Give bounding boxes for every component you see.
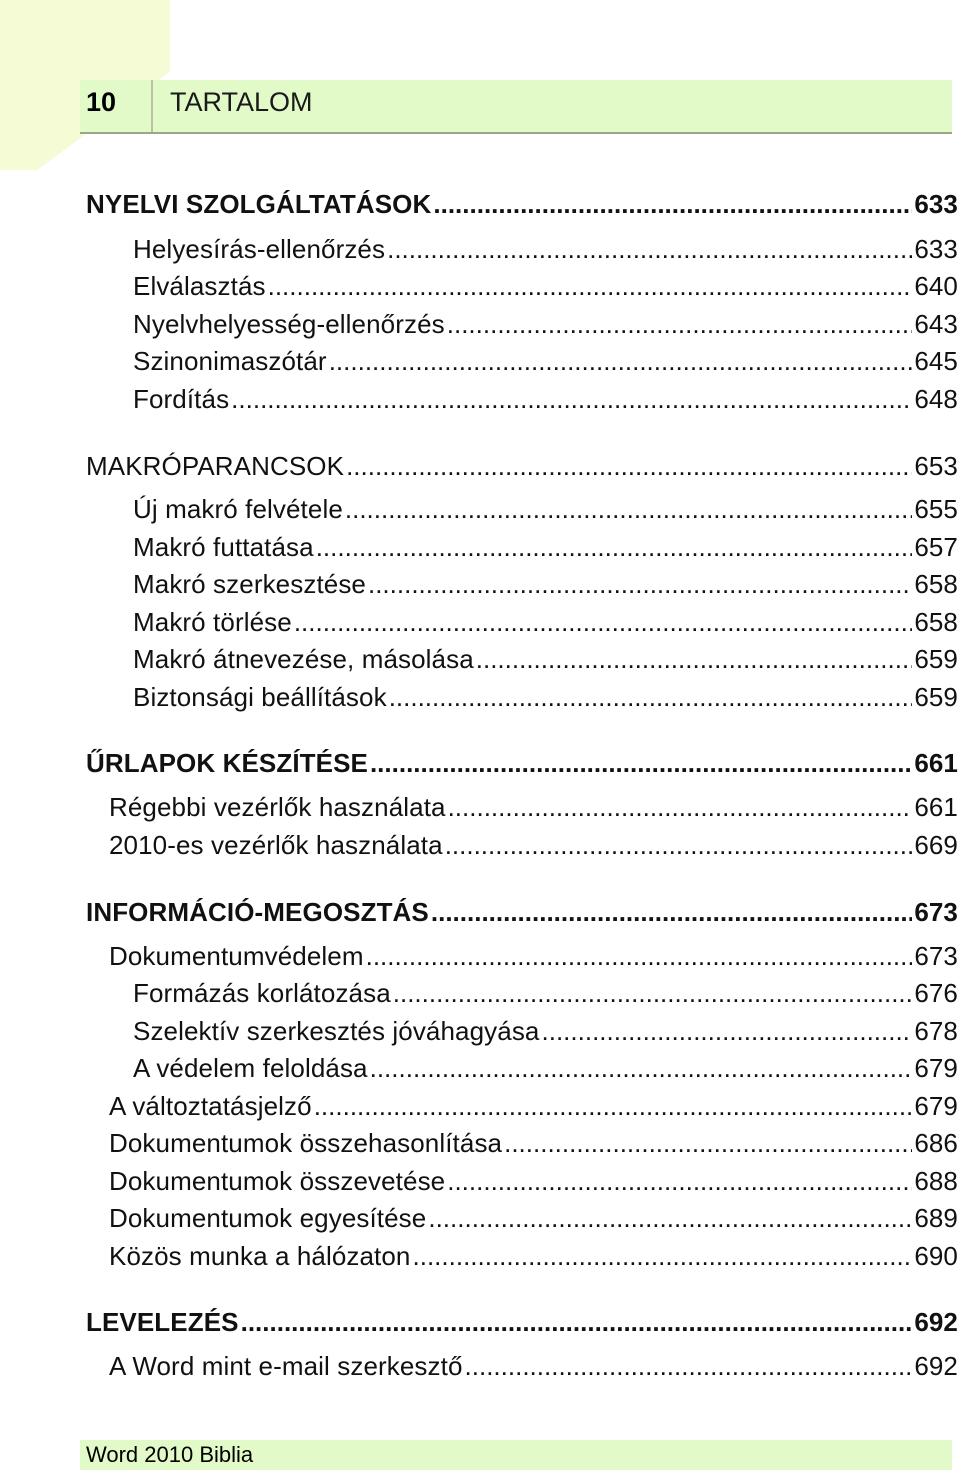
page-number: 10 [86,87,117,117]
dot-leader [389,681,913,713]
toc-entry[interactable] [109,829,958,861]
toc-entry-title: A változtatásjelző [109,1091,312,1121]
toc-entry-page: 692 [914,1307,958,1337]
toc-entry-page: 679 [914,1091,958,1121]
toc-entry-title: Új makró felvétele [133,494,343,524]
toc-entry-title: Biztonsági beállítások [133,682,387,712]
toc-entry[interactable] [109,1350,958,1382]
toc-entry-page: 643 [914,309,958,339]
toc-entry[interactable] [133,681,958,713]
toc-entry[interactable] [133,977,958,1009]
dot-leader [428,1202,912,1234]
toc-entry-page: 661 [914,748,958,778]
dot-leader [370,747,912,779]
toc-entry-page: 658 [914,569,958,599]
dot-leader [504,1127,912,1159]
toc-entry-page: 692 [914,1351,958,1381]
dot-leader [387,233,912,265]
toc-entry-page: 648 [914,384,958,414]
toc-entry[interactable] [133,345,958,377]
toc-entry[interactable] [133,493,958,525]
toc-entry-page: 669 [914,830,958,860]
header-divider [151,80,153,132]
toc-section[interactable] [86,747,958,779]
toc-entry-page: 640 [914,271,958,301]
toc-entry-title: MAKRÓPARANCSOK [86,451,345,481]
toc-entry[interactable] [133,643,958,675]
dot-leader [433,188,912,220]
dot-leader [447,308,913,340]
dot-leader [314,1090,913,1122]
toc-entry-title: Makró futtatása [133,532,314,562]
dot-leader [370,1052,913,1084]
dot-leader [346,450,912,482]
toc-entry-page: 645 [914,346,958,376]
toc-entry-title: Makró szerkesztése [133,569,366,599]
toc-entry[interactable] [133,383,958,415]
toc-entry-page: 653 [914,451,958,481]
toc-entry[interactable] [109,1202,958,1234]
toc-entry-title: Fordítás [133,384,230,414]
toc-entry-title: 2010-es vezérlők használata [109,830,443,860]
toc-entry-title: A Word mint e-mail szerkesztő [109,1351,463,1381]
toc-entry[interactable] [109,1240,958,1272]
toc-entry[interactable] [133,233,958,265]
dot-leader [268,270,913,302]
dot-leader [329,345,913,377]
dot-leader [366,940,913,972]
toc-section[interactable] [86,896,958,928]
toc-entry[interactable] [133,308,958,340]
toc-entry[interactable] [133,606,958,638]
toc-entry-page: 658 [914,607,958,637]
toc-entry-page: 673 [914,897,958,927]
toc-section[interactable] [86,1306,958,1338]
toc-entry-title: NYELVI SZOLGÁLTATÁSOK [86,189,432,219]
toc-entry-title: Közös munka a hálózaton [109,1241,411,1271]
page-title: TARTALOM [170,87,313,117]
dot-leader [431,896,912,928]
dot-leader [241,1306,913,1338]
toc-entry-title: Szelektív szerkesztés jóváhagyása [133,1016,540,1046]
toc-entry-title: LEVELEZÉS [86,1307,239,1337]
toc-entry-page: 661 [914,792,958,822]
page-footer [80,1440,952,1470]
toc-entry-title: Dokumentumok összehasonlítása [109,1128,503,1158]
toc-section[interactable] [86,450,958,482]
toc-entry-title: Szinonimaszótár [133,346,327,376]
toc-entry-page: 679 [914,1053,958,1083]
toc-entry-page: 689 [914,1203,958,1233]
toc-entry[interactable] [133,531,958,563]
toc-entry-title: Makró törlése [133,607,292,637]
dot-leader [345,493,912,525]
toc-entry-title: Dokumentumok egyesítése [109,1203,427,1233]
dot-leader [413,1240,913,1272]
toc-entry-page: 633 [914,234,958,264]
toc-entry-page: 676 [914,978,958,1008]
toc-entry-title: Régebbi vezérlők használata [109,792,446,822]
toc-entry-page: 686 [914,1128,958,1158]
toc-entry-page: 688 [914,1166,958,1196]
toc-entry[interactable] [109,1165,958,1197]
toc-entry[interactable] [133,1015,958,1047]
toc-entry-title: Helyesírás-ellenőrzés [133,234,386,264]
toc-entry-title: Dokumentumvédelem [109,941,364,971]
toc-entry-page: 655 [914,494,958,524]
toc-entry-page: 659 [914,644,958,674]
dot-leader [231,383,912,415]
toc-entry-title: INFORMÁCIÓ-MEGOSZTÁS [86,897,429,927]
footer-book-title: Word 2010 Biblia [86,1442,254,1467]
toc-entry-title: Makró átnevezése, másolása [133,644,474,674]
dot-leader [294,606,913,638]
toc-entry[interactable] [133,1052,958,1084]
toc-entry-title: ŰRLAPOK KÉSZÍTÉSE [86,748,368,778]
dot-leader [542,1015,913,1047]
toc-entry-page: 673 [914,941,958,971]
toc-entry-page: 657 [914,532,958,562]
toc-entry[interactable] [133,568,958,600]
toc-entry-page: 633 [914,189,958,219]
dot-leader [316,531,913,563]
toc-section[interactable] [86,188,958,220]
toc-entry-title: Nyelvhelyesség-ellenőrzés [133,309,445,339]
toc-entry[interactable] [109,940,958,972]
dot-leader [476,643,913,675]
toc-entry-page: 678 [914,1016,958,1046]
toc-entry[interactable] [109,1127,958,1159]
page-header [80,80,952,134]
toc-entry-page: 659 [914,682,958,712]
dot-leader [445,829,913,861]
toc-entry[interactable] [109,1090,958,1122]
dot-leader [368,568,912,600]
toc-entry-page: 690 [914,1241,958,1271]
dot-leader [465,1350,913,1382]
toc-entry[interactable] [109,791,958,823]
dot-leader [393,977,913,1009]
toc-entry-title: Elválasztás [133,271,266,301]
toc-entry-title: Formázás korlátozása [133,978,391,1008]
toc-entry[interactable] [133,270,958,302]
dot-leader [447,1165,912,1197]
toc-entry-title: Dokumentumok összevetése [109,1166,446,1196]
dot-leader [448,791,913,823]
toc-entry-title: A védelem feloldása [133,1053,368,1083]
